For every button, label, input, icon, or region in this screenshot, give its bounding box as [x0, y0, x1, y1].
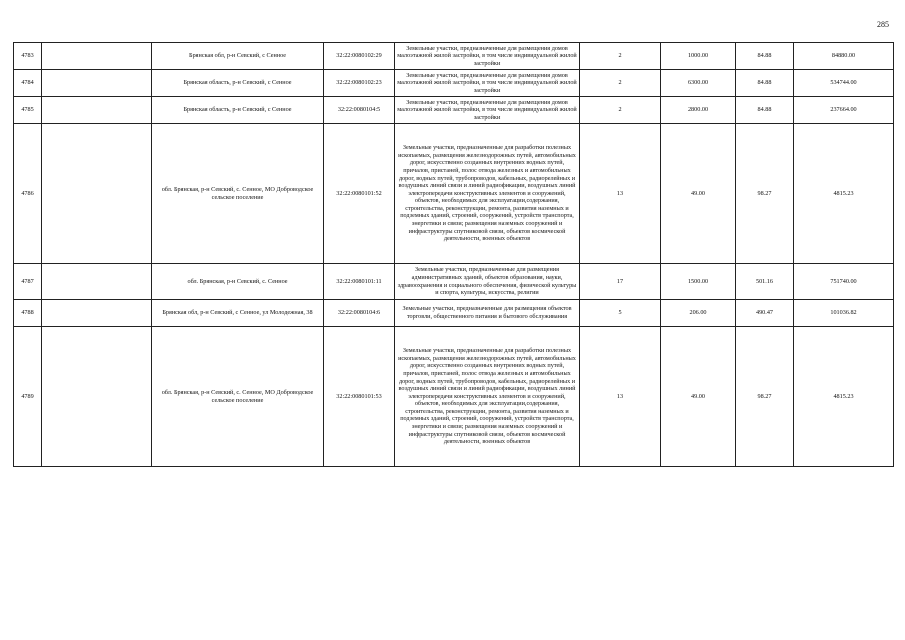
table-row	[14, 70, 894, 97]
rate-cell: 84.88	[736, 97, 794, 124]
rate-cell: 84.88	[736, 43, 794, 70]
group-cell: 2	[580, 97, 661, 124]
area-cell: 2800.00	[661, 97, 736, 124]
cadastral-number-cell: 32:22:0080102:29	[324, 43, 395, 70]
area-cell: 49.00	[661, 327, 736, 467]
row-number: 4789	[14, 327, 42, 467]
table-row	[14, 300, 894, 327]
cadastral-number-cell: 32:22:0080104:6	[324, 300, 395, 327]
land-use-cell: Земельные участки, предназначенные для размещения объектов торговли, общественного питания и бытового обслуживания	[395, 300, 580, 327]
rate-cell: 98.27	[736, 124, 794, 264]
area-cell: 206.00	[661, 300, 736, 327]
rate-cell: 490.47	[736, 300, 794, 327]
area-cell: 1500.00	[661, 264, 736, 300]
group-cell: 13	[580, 327, 661, 467]
blank-cell	[42, 264, 152, 300]
registry-table-body	[14, 43, 894, 467]
cadastral-value-cell: 4815.23	[794, 124, 894, 264]
cadastral-registry-table	[13, 42, 894, 467]
blank-cell	[42, 43, 152, 70]
rate-cell: 84.88	[736, 70, 794, 97]
cadastral-value-cell: 4815.23	[794, 327, 894, 467]
cadastral-value-cell: 751740.00	[794, 264, 894, 300]
cadastral-value-cell: 237664.00	[794, 97, 894, 124]
row-number: 4783	[14, 43, 42, 70]
area-cell: 6300.00	[661, 70, 736, 97]
blank-cell	[42, 327, 152, 467]
cadastral-value-cell: 534744.00	[794, 70, 894, 97]
group-cell: 13	[580, 124, 661, 264]
area-cell: 1000.00	[661, 43, 736, 70]
group-cell: 17	[580, 264, 661, 300]
row-number: 4787	[14, 264, 42, 300]
page-number: 285	[877, 20, 889, 29]
address-cell: обл. Брянская, р-н Севский, с. Сенное	[152, 264, 324, 300]
blank-cell	[42, 70, 152, 97]
table-row	[14, 124, 894, 264]
land-use-cell: Земельные участки, предназначенные для размещения домов малоэтажной жилой застройки, в том числе индивидуальной жилой застройки	[395, 43, 580, 70]
address-cell: обл. Брянская, р-н Севский, с. Сенное, МО Доброводское сельское поселение	[152, 124, 324, 264]
cadastral-number-cell: 32:22:0080101:52	[324, 124, 395, 264]
row-number: 4788	[14, 300, 42, 327]
land-use-cell: Земельные участки, предназначенные для разработки полезных ископаемых, размещения железнодорожных путей, автомобильных дорог, искусственно созданных внутренних водных путей, причалов, пристаней, полос отвода железных и автомобильных дорог, водных путей, трубопроводов, кабельных, радиорелейных и воздушных линий связи и линий радиофикации, воздушных линий электропередачи конструктивных элементов и сооружений, объектов, необходимых для эксплуатации,содержания, строительства, реконструкции, ремонта, развития наземных и подземных зданий, строений, сооружений, устройств транспорта, энергетики и связи; размещения наземных сооружений и инфраструктуры спутниковой связи, объектов космической деятельности, военных объектов	[395, 124, 580, 264]
cadastral-number-cell: 32:22:0080101:11	[324, 264, 395, 300]
row-number: 4784	[14, 70, 42, 97]
address-cell: обл. Брянская, р-н Севский, с. Сенное, МО Доброводское сельское поселение	[152, 327, 324, 467]
cadastral-number-cell: 32:22:0080101:53	[324, 327, 395, 467]
area-cell: 49.00	[661, 124, 736, 264]
land-use-cell: Земельные участки, предназначенные для размещения домов малоэтажной жилой застройки, в том числе индивидуальной жилой застройки	[395, 70, 580, 97]
blank-cell	[42, 300, 152, 327]
cadastral-value-cell: 101036.82	[794, 300, 894, 327]
land-use-cell: Земельные участки, предназначенные для разработки полезных ископаемых, размещения железнодорожных путей, автомобильных дорог, искусственно созданных внутренних водных путей, причалов, пристаней, полос отвода железных и автомобильных дорог, водных путей, трубопроводов, кабельных, радиорелейных и воздушных линий связи и линий радиофикации, воздушных линий электропередачи конструктивных элементов и сооружений, объектов, необходимых для эксплуатации,содержания, строительства, реконструкции, ремонта, развития наземных и подземных зданий, строений, сооружений, устройств транспорта, энергетики и связи; размещения наземных сооружений и инфраструктуры спутниковой связи, объектов космической деятельности, военных объектов	[395, 327, 580, 467]
cadastral-number-cell: 32:22:0080104:5	[324, 97, 395, 124]
address-cell: Брянская обл, р-н Севский, с Сенное, ул Молодежная, 38	[152, 300, 324, 327]
table-row	[14, 327, 894, 467]
table-row	[14, 43, 894, 70]
cadastral-number-cell: 32:22:0080102:23	[324, 70, 395, 97]
group-cell: 2	[580, 43, 661, 70]
group-cell: 2	[580, 70, 661, 97]
land-use-cell: Земельные участки, предназначенные для размещения домов малоэтажной жилой застройки, в том числе индивидуальной жилой застройки	[395, 97, 580, 124]
address-cell: Брянская область, р-н Севский, с Сенное	[152, 97, 324, 124]
row-number: 4786	[14, 124, 42, 264]
cadastral-value-cell: 84880.00	[794, 43, 894, 70]
address-cell: Брянская область, р-н Севский, с Сенное	[152, 70, 324, 97]
land-use-cell: Земельные участки, предназначенные для размещения административных зданий, объектов образования, науки, здравоохранения и социального обеспечения, физической культуры и спорта, культуры, искусства, религии	[395, 264, 580, 300]
rate-cell: 501.16	[736, 264, 794, 300]
table-row	[14, 264, 894, 300]
group-cell: 5	[580, 300, 661, 327]
address-cell: Брянская обл, р-н Севский, с Сенное	[152, 43, 324, 70]
row-number: 4785	[14, 97, 42, 124]
rate-cell: 98.27	[736, 327, 794, 467]
table-row	[14, 97, 894, 124]
blank-cell	[42, 97, 152, 124]
blank-cell	[42, 124, 152, 264]
